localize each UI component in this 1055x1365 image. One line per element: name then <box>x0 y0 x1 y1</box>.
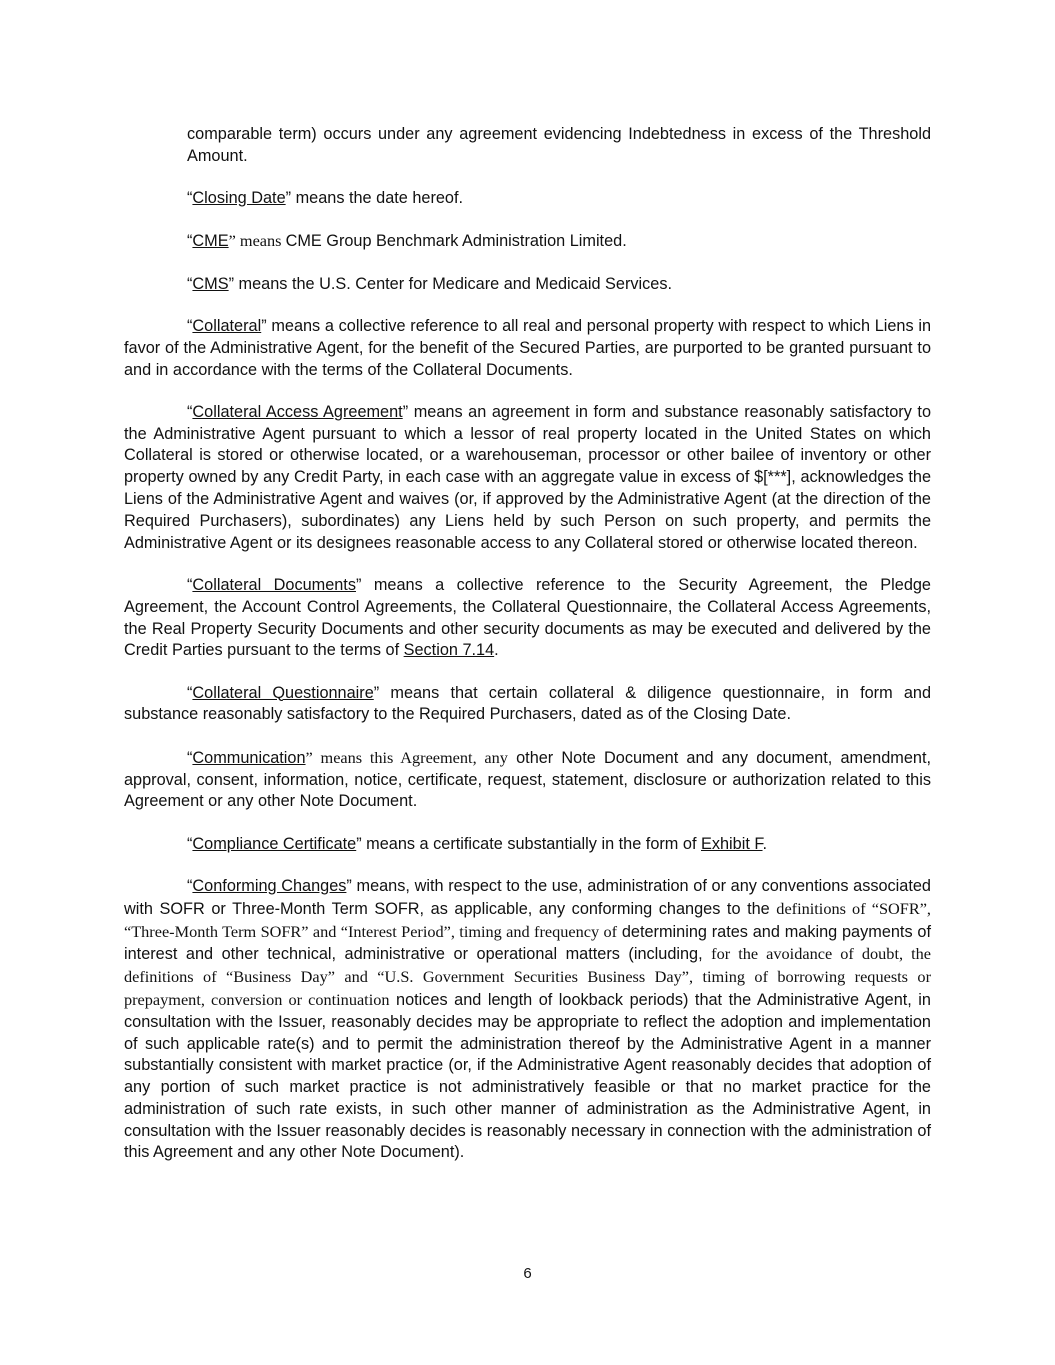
term-collateral-access-agreement: Collateral Access Agreement <box>192 402 403 421</box>
definition-cms: “CMS” means the U.S. Center for Medicare and Medicaid Services. <box>187 274 673 293</box>
definition-closing-date: “Closing Date” means the date hereof. <box>187 189 464 208</box>
term-compliance-certificate: Compliance Certificate <box>192 834 357 853</box>
term-collateral: Collateral <box>192 316 262 335</box>
definition-conforming-changes: “Conforming Changes” means, with respect to the use, administration of or any conventions associated with SOFR or Three-Month Term SOFR, as applicable, any conforming changes to the definitions of “SOFR”, “Three-Month Term SOFR” and “Interest Period”, timing and frequency of determining rates and making payments of interest and other technical, administrative or operational matters (including, for the avoidance of doubt, the definitions of “Business Day” and “U.S. Government Securities Business Day”, timing of borrowing requests or prepayment, conversion or continuation notices and length of lookback periods) that the Administrative Agent, in consultation with the Issuer, reasonably decides may be appropriate to reflect the adoption and implementation of such applicable rate(s) and to permit the administration thereof by the Administrative Agent in a manner substantially consistent with market practice (or, if the Administrative Agent reasonably decides that adoption of any portion of such market practice is not administratively feasible or that no market practice for the administration of such rate exists, in such other manner of administration as the Administrative Agent, in consultation with the Issuer reasonably decides is reasonably necessary in connection with the administration of this Agreement and any other Note Document). <box>124 876 931 1162</box>
term-closing-date: Closing Date <box>192 189 286 208</box>
definition-collateral: “Collateral” means a collective reference to all real and personal property with respect to which Liens in favor of the Administrative Agent, for the benefit of the Secured Parties, are purported to be granted pursuant to and in accordance with the terms of the Collateral Documents. <box>124 316 931 379</box>
term-collateral-questionnaire: Collateral Questionnaire <box>192 683 374 702</box>
term-communication: Communication <box>192 748 306 767</box>
term-conforming-changes: Conforming Changes <box>192 876 347 895</box>
definition-collateral-documents: “Collateral Documents” means a collective reference to the Security Agreement, the Pledge Agreement, the Account Control Agreements, the Collateral Questionnaire, the Collateral Access Agreements, the Real Property Security Documents and other security documents as may be executed and delivered by the Credit Parties pursuant to the terms of Section 7.14. <box>124 575 931 660</box>
document-body <box>124 124 931 1185</box>
definition-cme: “CME” means CME Group Benchmark Administration Limited. <box>187 231 627 251</box>
term-cme: CME <box>192 232 229 251</box>
definition-collateral-access-agreement: “Collateral Access Agreement” means an agreement in form and substance reasonably satisfactory to the Administrative Agent pursuant to which a lessor of real property located in the United States on which Collateral is stored or otherwise located, or a warehouseman, processor or other bailee of inventory or other property owned by any Credit Party, in each case with an aggregate value in excess of $[***], acknowledges the Liens of the Administrative Agent and waives (or, if approved by the Administrative Agent (at the direction of the Required Purchasers), subordinates) any Liens held by such Person on such property, and permits the Administrative Agent or its designees reasonable access to any Collateral stored or otherwise located thereon. <box>124 402 931 552</box>
term-collateral-documents: Collateral Documents <box>192 575 356 594</box>
definition-communication: “Communication” means this Agreement, any other Note Document and any document, amendment, approval, consent, information, notice, certificate, request, statement, disclosure or authorization related to this Agreement or any other Note Document. <box>124 747 931 811</box>
section-7-14-reference: Section 7.14 <box>403 641 495 660</box>
exhibit-f-reference: Exhibit F <box>701 834 763 853</box>
page-number: 6 <box>523 1265 532 1282</box>
definition-compliance-certificate: “Compliance Certificate” means a certificate substantially in the form of Exhibit F. <box>187 834 768 853</box>
term-cms: CMS <box>192 274 229 293</box>
continuation-paragraph: comparable term) occurs under any agreement evidencing Indebtedness in excess of the Threshold Amount. <box>187 125 931 165</box>
definition-collateral-questionnaire: “Collateral Questionnaire” means that certain collateral & diligence questionnaire, in form and substance reasonably satisfactory to the Required Purchasers, dated as of the Closing Date. <box>124 683 931 724</box>
